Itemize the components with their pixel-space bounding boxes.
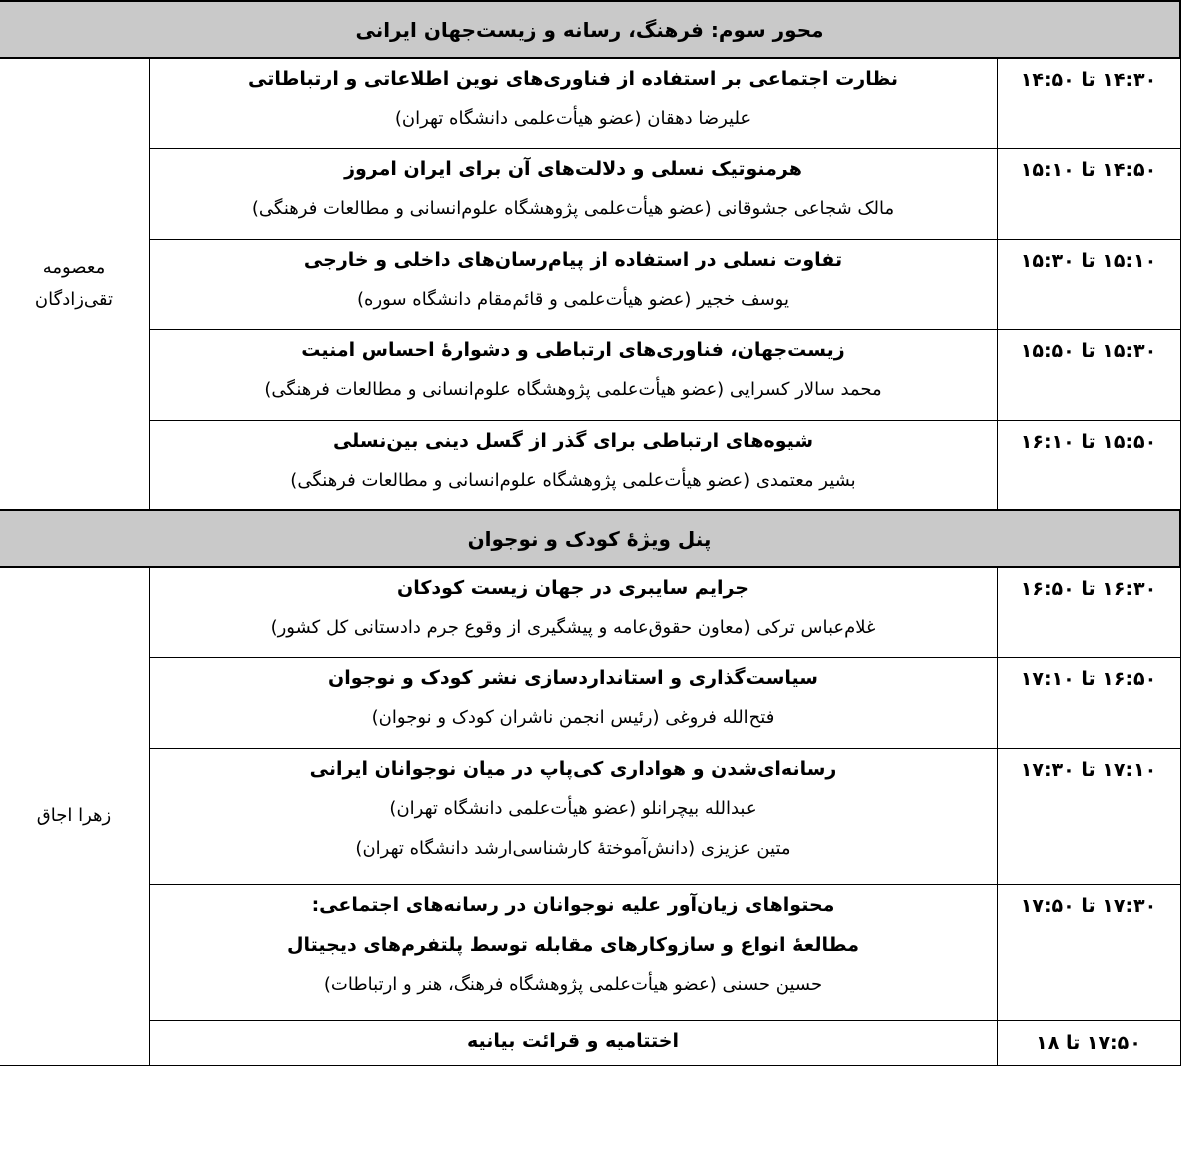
time-slot: ۱۴:۵۰ تا ۱۵:۱۰ <box>997 148 1180 239</box>
talk-title: نظارت اجتماعی بر استفاده از فناوری‌های نوین اطلاعاتی و ارتباطاتی <box>248 68 898 90</box>
table-row <box>0 329 1180 420</box>
speaker-line: یوسف خجیر (عضو هیأت‌علمی و قائم‌مقام دانشگاه سوره) <box>357 288 789 310</box>
talk-cell <box>149 657 997 748</box>
time-slot: ۱۵:۵۰ تا ۱۶:۱۰ <box>997 420 1180 510</box>
time-slot: ۱۷:۵۰ تا ۱۸ <box>997 1020 1180 1065</box>
talk-cell <box>149 329 997 420</box>
talk-title: مطالعۀ انواع و سازوکارهای مقابله توسط پلتفرم‌های دیجیتال <box>287 933 859 956</box>
time-slot: ۱۷:۱۰ تا ۱۷:۳۰ <box>997 748 1180 884</box>
talk-cell <box>149 748 997 884</box>
table-row <box>0 657 1180 748</box>
speaker-line: فتح‌الله فروغی (رئیس انجمن ناشران کودک و نوجوان) <box>371 706 775 728</box>
talk-title: جرایم سایبری در جهان زیست کودکان <box>397 577 749 599</box>
speaker-line: علیرضا دهقان (عضو هیأت‌علمی دانشگاه تهران) <box>394 108 752 129</box>
talk-title: زیست‌جهان، فناوری‌های ارتباطی و دشوارۀ احساس امنیت <box>301 338 845 361</box>
speaker-line: حسین حسنی (عضو هیأت‌علمی پژوهشگاه فرهنگ، هنر و ارتباطات) <box>323 973 823 995</box>
time-slot: ۱۶:۳۰ تا ۱۶:۵۰ <box>997 567 1180 657</box>
session-chair <box>0 567 149 1065</box>
section-header-row <box>0 1 1180 58</box>
talk-cell <box>149 148 997 239</box>
table-row <box>0 239 1180 329</box>
time-slot: ۱۵:۳۰ تا ۱۵:۵۰ <box>997 329 1180 420</box>
talk-title: سیاست‌گذاری و استانداردسازی نشر کودک و نوجوان <box>328 666 818 689</box>
table-row <box>0 420 1180 510</box>
talk-title: رسانه‌ای‌شدن و هواداری کی‌پاپ در میان نوجوانان ایرانی <box>309 757 837 780</box>
talk-title: شیوه‌های ارتباطی برای گذر از گسل دینی بین‌نسلی <box>332 429 814 452</box>
time-slot: ۱۶:۵۰ تا ۱۷:۱۰ <box>997 657 1180 748</box>
talk-cell <box>149 239 997 329</box>
talk-title: هرمنوتیک نسلی و دلالت‌های آن برای ایران امروز <box>344 157 802 180</box>
chair-name-line: زهرا اجاق <box>36 805 112 827</box>
talk-title: محتواهای زیان‌آور علیه نوجوانان در رسانه‌های اجتماعی: <box>311 893 835 916</box>
closing-row <box>0 1020 1180 1065</box>
talk-cell <box>149 420 997 510</box>
speaker-line: بشیر معتمدی (عضو هیأت‌علمی پژوهشگاه علوم‌انسانی و مطالعات فرهنگی) <box>290 469 856 491</box>
section-title: محور سوم: فرهنگ، رسانه و زیست‌جهان ایرانی <box>0 1 1180 58</box>
speaker-line: مالک شجاعی جشوقانی (عضو هیأت‌علمی پژوهشگاه علوم‌انسانی و مطالعات فرهنگی) <box>251 197 895 219</box>
table-row <box>0 567 1180 657</box>
speaker-line: محمد سالار کسرایی (عضو هیأت‌علمی پژوهشگاه علوم‌انسانی و مطالعات فرهنگی) <box>264 378 882 400</box>
talk-cell <box>149 567 997 657</box>
time-slot: ۱۴:۳۰ تا ۱۴:۵۰ <box>997 58 1180 148</box>
table-row <box>0 148 1180 239</box>
talk-title: تفاوت نسلی در استفاده از پیام‌رسان‌های داخلی و خارجی <box>303 248 843 271</box>
session-chair <box>0 58 149 510</box>
table-row <box>0 58 1180 148</box>
time-slot: ۱۷:۳۰ تا ۱۷:۵۰ <box>997 884 1180 1020</box>
talk-cell <box>149 884 997 1020</box>
chair-name-line: تقی‌زادگان <box>34 289 114 310</box>
closing-title: اختتامیه و قرائت بیانیه <box>466 1029 679 1052</box>
time-slot: ۱۵:۱۰ تا ۱۵:۳۰ <box>997 239 1180 329</box>
section-title: پنل ویژۀ کودک و نوجوان <box>0 510 1180 567</box>
chair-name-line: معصومه <box>42 257 106 278</box>
talk-cell <box>149 58 997 148</box>
section-header-row <box>0 510 1180 567</box>
table-row <box>0 884 1180 1020</box>
speaker-line: غلام‌عباس ترکی (معاون حقوق‌عامه و پیشگیری از وقوع جرم دادستانی کل کشور) <box>270 617 876 638</box>
speaker-line: متین عزیزی (دانش‌آموختۀ کارشناسی‌ارشد دانشگاه تهران) <box>355 837 791 859</box>
speaker-line: عبدالله بیچرانلو (عضو هیأت‌علمی دانشگاه تهران) <box>389 797 757 819</box>
talk-cell <box>149 1020 997 1065</box>
table-row <box>0 748 1180 884</box>
